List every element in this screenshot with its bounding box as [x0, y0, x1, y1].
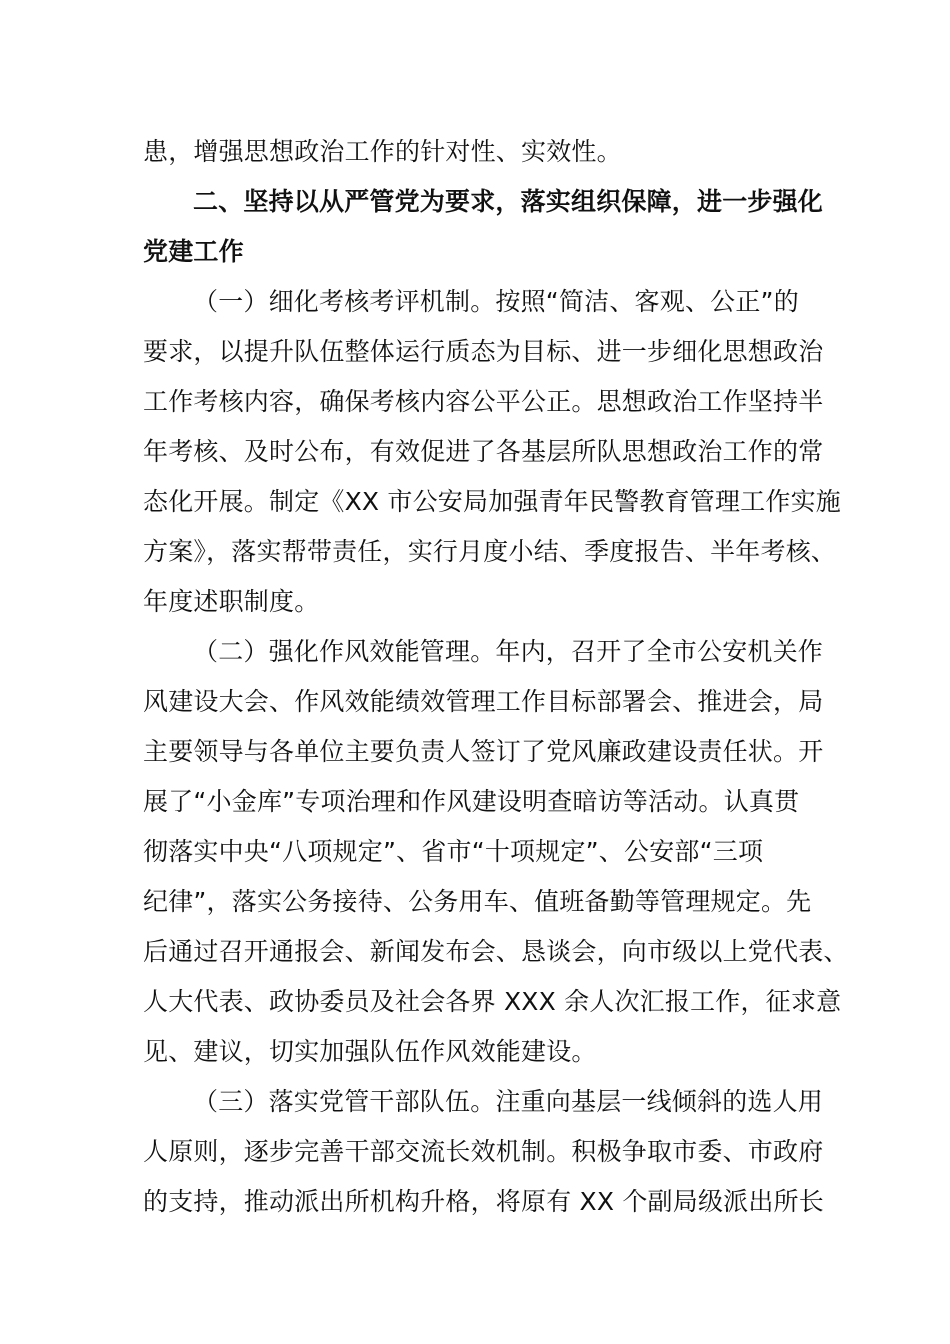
paragraph-1-line-7: 年度述职制度。	[143, 587, 320, 616]
paragraph-2-line-3: 主要领导与各单位主要负责人签订了党风廉政建设责任状。开	[143, 737, 824, 766]
paragraph-1-line-1: （一）细化考核考评机制。按照“简洁、客观、公正”的	[193, 287, 799, 316]
paragraph-3-line-3: 的支持，推动派出所机构升格，将原有 XX 个副局级派出所长	[143, 1187, 824, 1216]
paragraph-1-line-6: 方案》，落实帮带责任，实行月度小结、季度报告、半年考核、	[143, 537, 837, 566]
paragraph-1-line-3: 工作考核内容，确保考核内容公平公正。思想政治工作坚持半	[143, 387, 824, 416]
paragraph-3-line-1: （三）落实党管干部队伍。注重向基层一线倾斜的选人用	[193, 1087, 824, 1116]
paragraph-1-line-4: 年考核、及时公布，有效促进了各基层所队思想政治工作的常	[143, 437, 824, 466]
paragraph-2-line-2: 风建设大会、作风效能绩效管理工作目标部署会、推进会，局	[143, 687, 824, 716]
paragraph-1-line-2: 要求，以提升队伍整体运行质态为目标、进一步细化思想政治	[143, 337, 824, 366]
paragraph-2-line-7: 后通过召开通报会、新闻发布会、恳谈会，向市级以上党代表、	[143, 937, 849, 966]
paragraph-2-line-8: 人大代表、政协委员及社会各界 XXX 余人次汇报工作，征求意	[143, 987, 842, 1016]
section-heading-line-1: 二、坚持以从严管党为要求，落实组织保障，进一步强化	[193, 187, 824, 216]
paragraph-2-line-6: 纪律”，落实公务接待、公务用车、值班备勤等管理规定。先	[143, 887, 812, 916]
section-heading-line-2: 党建工作	[143, 237, 244, 266]
paragraph-3-line-2: 人原则，逐步完善干部交流长效机制。积极争取市委、市政府	[143, 1137, 824, 1166]
body-line-1: 患，增强思想政治工作的针对性、实效性。	[143, 137, 622, 166]
paragraph-2-line-1: （二）强化作风效能管理。年内，召开了全市公安机关作	[193, 637, 824, 666]
paragraph-2-line-9: 见、建议，切实加强队伍作风效能建设。	[143, 1037, 597, 1066]
paragraph-2-line-5: 彻落实中央“八项规定”、省市“十项规定”、公安部“三项	[143, 837, 764, 866]
paragraph-1-line-5: 态化开展。制定《XX 市公安局加强青年民警教育管理工作实施	[143, 487, 842, 516]
paragraph-2-line-4: 展了“小金库”专项治理和作风建设明查暗访等活动。认真贯	[143, 787, 800, 816]
